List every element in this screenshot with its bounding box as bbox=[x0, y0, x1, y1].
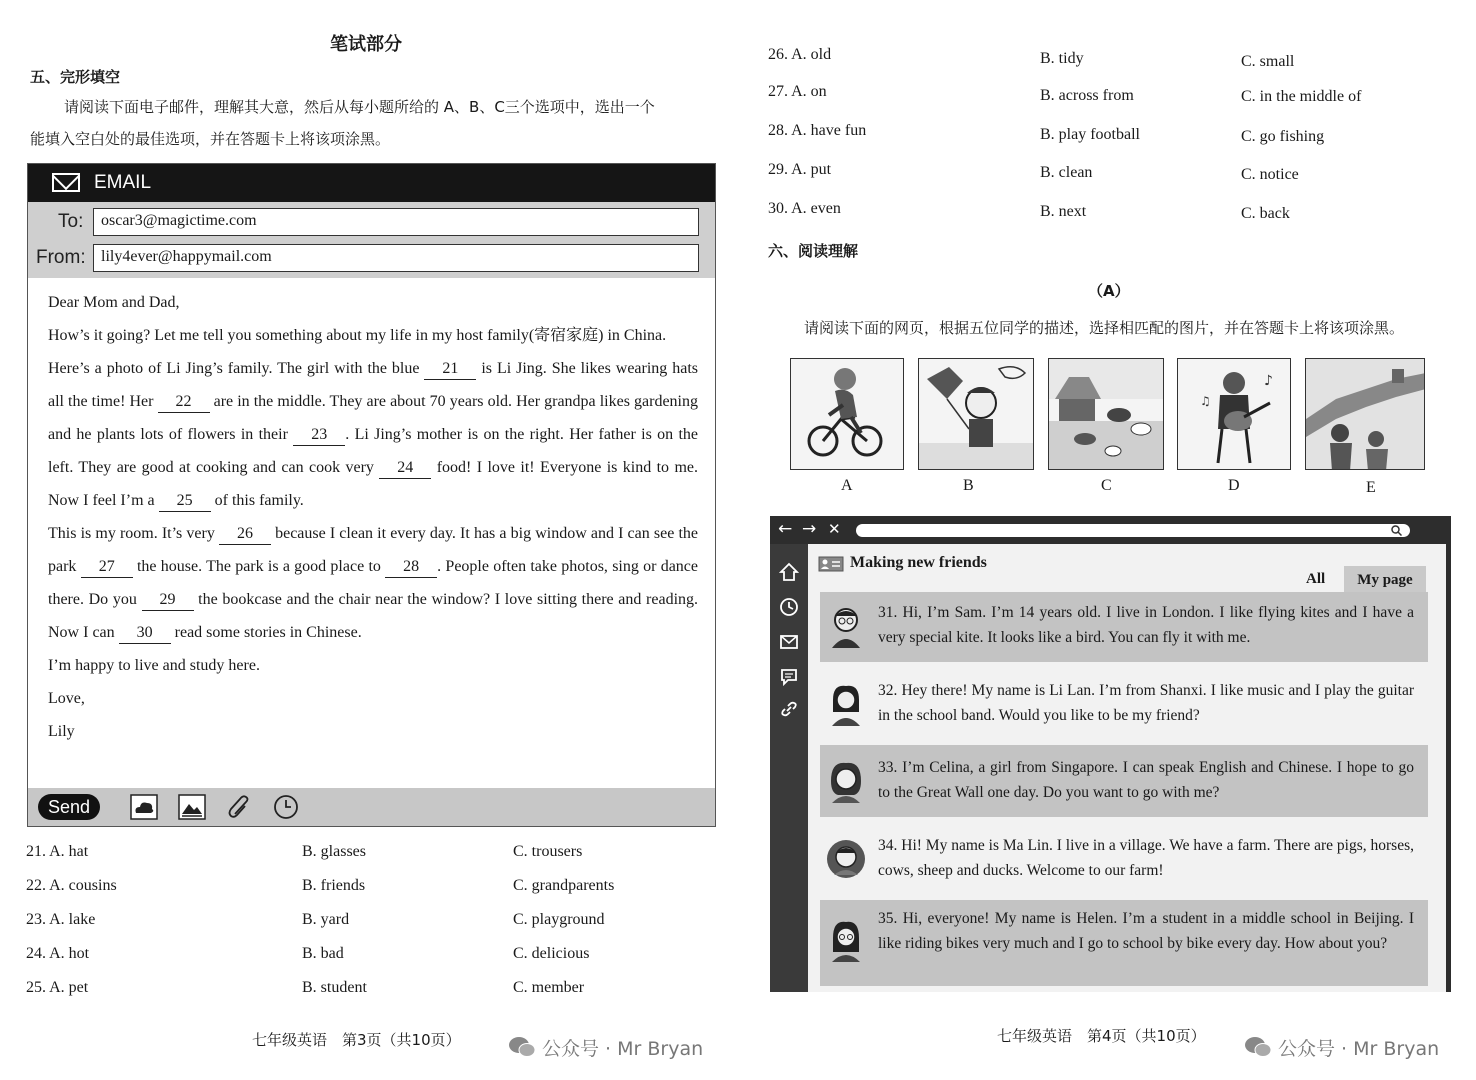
option-24-a: 24. A. hot bbox=[26, 945, 90, 962]
blank-22: 22 bbox=[158, 392, 210, 413]
option-28-c: C. go fishing bbox=[1241, 128, 1325, 145]
picture-label-a: A bbox=[841, 477, 853, 494]
avatar-helen bbox=[826, 918, 866, 962]
email-paragraph-3 bbox=[48, 517, 698, 649]
message-icon[interactable] bbox=[779, 667, 799, 687]
text-segment: are in the middle. They are about 70 years old. Her grandpa likes gardening and he plants lots of flowers in their bbox=[48, 393, 698, 443]
image-icon[interactable] bbox=[178, 794, 206, 820]
post-34-text: 34. Hi! My name is Ma Lin. I live in a village. We have a farm. There are pigs, horses, cows, sheep and ducks. Welcome to our farm! bbox=[878, 837, 1414, 879]
picture-label-b: B bbox=[963, 477, 974, 494]
browser-sidebar bbox=[770, 544, 808, 992]
option-24-b: B. bad bbox=[302, 945, 344, 962]
envelope-icon bbox=[52, 173, 80, 192]
picture-label-c: C bbox=[1101, 477, 1112, 494]
back-arrow-icon[interactable]: ← bbox=[778, 519, 793, 539]
email-header-bar bbox=[28, 164, 715, 202]
text-segment: is Li Jing. She likes wearing hats all the time! Her bbox=[48, 360, 699, 410]
mail-icon[interactable] bbox=[779, 632, 799, 652]
email-header-label: EMAIL bbox=[94, 172, 152, 193]
text-segment: read some stories in Chinese. bbox=[170, 624, 362, 641]
post-31 bbox=[820, 592, 1428, 662]
option-30-b: B. next bbox=[1040, 203, 1087, 220]
option-27-a: 27. A. on bbox=[768, 83, 827, 100]
left-watermark bbox=[508, 1034, 703, 1061]
right-watermark-text: 公众号 · Mr Bryan bbox=[1278, 1038, 1440, 1060]
text-segment: Here’s a photo of Li Jing’s family. The girl with the blue bbox=[48, 360, 425, 377]
clock-icon[interactable] bbox=[272, 794, 300, 820]
post-31-text: 31. Hi, I’m Sam. I’m 14 years old. I live in London. I like flying kites and I have a very special kite. It looks like a bird. You can fly it with me. bbox=[878, 604, 1414, 646]
blank-28: 28 bbox=[385, 557, 437, 578]
home-icon[interactable] bbox=[779, 562, 799, 582]
right-watermark bbox=[1244, 1034, 1439, 1061]
avatar-sam bbox=[826, 604, 866, 648]
tab-all[interactable]: All bbox=[1306, 571, 1326, 587]
to-label: To: bbox=[58, 211, 84, 232]
section5-title: 五、完形填空 bbox=[30, 68, 121, 86]
option-23-a: 23. A. lake bbox=[26, 911, 96, 928]
text-segment: of this family. bbox=[210, 492, 304, 509]
blank-30: 30 bbox=[119, 623, 171, 644]
option-25-b: B. student bbox=[302, 979, 367, 996]
picture-e-great-wall bbox=[1305, 358, 1425, 470]
option-29-b: B. clean bbox=[1040, 164, 1093, 181]
cloud-upload-icon[interactable] bbox=[130, 794, 158, 820]
text-segment: food! I love it! Everyone is kind to me. Now I feel I’m a bbox=[48, 459, 698, 509]
option-26-c: C. small bbox=[1241, 53, 1295, 70]
left-page-footer: 七年级英语 第3页（共10页） bbox=[252, 1031, 461, 1049]
post-35 bbox=[820, 900, 1428, 986]
picture-a-boy-riding-bike bbox=[790, 358, 904, 470]
instruction-line2: 能填入空白处的最佳选项，并在答题卡上将该项涂黑。 bbox=[30, 130, 391, 148]
email-paragraph-1: How’s it going? Let me tell you something about my life in my host family(寄宿家庭) in China. bbox=[48, 327, 667, 344]
text-segment: . People often take photos, sing or dance there. Do you bbox=[48, 558, 699, 608]
option-23-b: B. yard bbox=[302, 911, 350, 928]
picture-label-e: E bbox=[1366, 479, 1376, 496]
right-page-footer: 七年级英语 第4页（共10页） bbox=[997, 1027, 1206, 1045]
picture-d-girl-with-guitar bbox=[1177, 358, 1291, 470]
option-27-b: B. across from bbox=[1040, 87, 1134, 104]
svg-text:♫: ♫ bbox=[1200, 394, 1211, 408]
friends-card-icon bbox=[818, 556, 844, 572]
email-greeting: Dear Mom and Dad, bbox=[48, 294, 180, 311]
wechat-icon bbox=[1244, 1036, 1272, 1058]
tab-my-page[interactable]: My page bbox=[1344, 566, 1426, 594]
webpage-window bbox=[770, 516, 1451, 992]
option-21-c: C. trousers bbox=[513, 843, 583, 860]
post-33 bbox=[820, 745, 1428, 817]
blank-27: 27 bbox=[81, 557, 133, 578]
email-toolbar bbox=[28, 788, 715, 826]
text-segment: the bookcase and the chair near the window? I love sitting there and reading. Now I can bbox=[48, 591, 699, 641]
webpage-title: Making new friends bbox=[850, 554, 987, 571]
option-28-a: 28. A. have fun bbox=[768, 122, 867, 139]
email-paragraph-4: I’m happy to live and study here. bbox=[48, 657, 260, 674]
email-signature: Lily bbox=[48, 723, 75, 740]
left-watermark-text: 公众号 · Mr Bryan bbox=[542, 1038, 704, 1060]
option-28-b: B. play football bbox=[1040, 126, 1140, 143]
blank-24: 24 bbox=[379, 458, 431, 479]
option-25-a: 25. A. pet bbox=[26, 979, 89, 996]
svg-text:♪: ♪ bbox=[1264, 373, 1273, 389]
option-30-c: C. back bbox=[1241, 205, 1290, 222]
option-29-c: C. notice bbox=[1241, 166, 1299, 183]
text-segment: This is my room. It’s very bbox=[48, 525, 219, 542]
blank-25: 25 bbox=[159, 491, 211, 512]
post-32 bbox=[820, 670, 1428, 740]
reading-instruction: 请阅读下面的网页，根据五位同学的描述，选择相匹配的图片，并在答题卡上将该项涂黑。 bbox=[804, 319, 1405, 337]
option-30-a: 30. A. even bbox=[768, 200, 841, 217]
avatar-li-lan bbox=[826, 682, 866, 726]
avatar-ma-lin bbox=[826, 837, 866, 881]
email-body bbox=[48, 286, 698, 748]
option-21-b: B. glasses bbox=[302, 843, 366, 860]
address-area bbox=[28, 202, 715, 278]
option-27-c: C. in the middle of bbox=[1241, 88, 1362, 105]
option-23-c: C. playground bbox=[513, 911, 605, 928]
blank-26: 26 bbox=[219, 524, 271, 545]
picture-b-boy-with-kite bbox=[918, 358, 1034, 470]
send-button[interactable]: Send bbox=[38, 794, 100, 820]
option-22-a: 22. A. cousins bbox=[26, 877, 117, 894]
option-29-a: 29. A. put bbox=[768, 161, 832, 178]
from-label: From: bbox=[36, 247, 86, 268]
email-paragraph-2 bbox=[48, 352, 698, 517]
text-segment: . Li Jing’s mother is on the right. Her father is on the left. They are good at cooking and can cook very bbox=[48, 426, 699, 476]
instruction-line1: 请阅读下面电子邮件，理解其大意，然后从每小题所给的 A、B、C三个选项中，选出一个 bbox=[64, 98, 655, 116]
email-window bbox=[27, 163, 716, 827]
option-26-b: B. tidy bbox=[1040, 50, 1084, 67]
browser-top-bar bbox=[770, 516, 1451, 544]
history-icon[interactable] bbox=[779, 597, 799, 617]
option-21-a: 21. A. hat bbox=[26, 843, 89, 860]
email-closing: Love, bbox=[48, 690, 85, 707]
attachment-icon[interactable] bbox=[226, 794, 254, 820]
blank-21: 21 bbox=[424, 359, 476, 380]
picture-label-d: D bbox=[1228, 477, 1240, 494]
address-bar[interactable] bbox=[856, 524, 1410, 537]
link-icon[interactable] bbox=[779, 699, 799, 719]
option-22-b: B. friends bbox=[302, 877, 366, 894]
part-a-label: （A） bbox=[1088, 282, 1130, 300]
option-26-a: 26. A. old bbox=[768, 46, 832, 63]
post-35-text: 35. Hi, everyone! My name is Helen. I’m a student in a middle school in Beijing. I like riding bikes very much and I go to school by bike every day. How about you? bbox=[878, 910, 1414, 952]
post-32-text: 32. Hey there! My name is Li Lan. I’m from Shanxi. I like music and I play the guitar in the school band. Would you like to be my friend? bbox=[878, 682, 1414, 724]
search-icon[interactable] bbox=[1391, 525, 1402, 536]
from-field[interactable]: lily4ever@happymail.com bbox=[93, 244, 699, 272]
blank-23: 23 bbox=[293, 425, 345, 446]
post-33-text: 33. I’m Celina, a girl from Singapore. I can speak English and Chinese. I hope to go to the Great Wall one day. Do you want to go with me? bbox=[878, 759, 1414, 801]
close-icon[interactable]: ✕ bbox=[828, 520, 841, 538]
webpage-content bbox=[808, 544, 1446, 992]
post-34 bbox=[820, 825, 1428, 895]
to-field[interactable]: oscar3@magictime.com bbox=[93, 208, 699, 236]
option-24-c: C. delicious bbox=[513, 945, 590, 962]
text-segment: because I clean it every day. It has a big window and I can see the park bbox=[48, 525, 698, 575]
text-segment: the house. The park is a good place to bbox=[132, 558, 386, 575]
section6-title: 六、阅读理解 bbox=[768, 242, 859, 260]
picture-c-farm bbox=[1048, 358, 1164, 470]
option-22-c: C. grandparents bbox=[513, 877, 615, 894]
forward-arrow-icon[interactable]: → bbox=[802, 519, 817, 539]
blank-29: 29 bbox=[142, 590, 194, 611]
avatar-celina bbox=[826, 759, 866, 803]
option-25-c: C. member bbox=[513, 979, 585, 996]
written-part-title: 笔试部分 bbox=[330, 34, 402, 55]
wechat-icon bbox=[508, 1036, 536, 1058]
